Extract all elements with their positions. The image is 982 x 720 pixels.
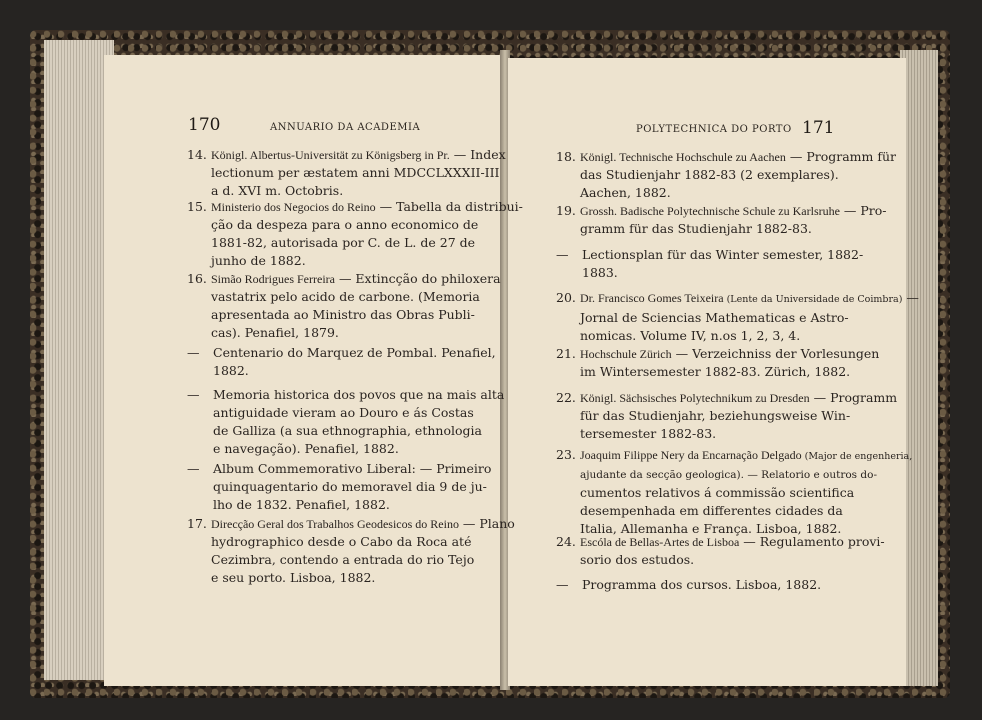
page-number-left: 170 <box>188 115 221 135</box>
catalog-entry <box>556 345 879 381</box>
entry-text: das Studienjahr 1882-83 (2 exemplares). <box>580 167 839 182</box>
entry-text: — Pro- <box>839 203 887 218</box>
entry-organization: Hochschule Zürich <box>580 347 672 361</box>
entry-organization: Königl. Albertus-Universität zu Königsberg in Pr. <box>211 148 450 162</box>
entry-text: ajudante da secção geologica). — Relatorio e outros do- <box>580 469 877 481</box>
catalog-entry <box>556 202 887 238</box>
entry-organization: Direcção Geral dos Trabalhos Geodesicos do Reino <box>211 517 459 531</box>
entry-organization: Joaquim Filippe Nery da Encarnação Delgado <box>580 448 802 462</box>
catalog-entry <box>556 533 885 569</box>
entry-text: — Extincção do philoxera <box>334 271 501 286</box>
catalog-entry <box>187 198 523 270</box>
entry-text: Cezimbra, contendo a entrada do rio Tejo <box>211 552 475 567</box>
entry-organization: Dr. Francisco Gomes Teixeira <box>580 291 724 305</box>
entry-text: Memoria historica dos povos que na mais alta <box>213 387 505 402</box>
entry-number: 15. <box>187 199 207 214</box>
entry-text: lectionum per æstatem anni MDCCLXXXII-III <box>211 165 500 180</box>
entry-text: Aachen, 1882. <box>580 185 671 200</box>
catalog-entry <box>556 148 896 202</box>
entry-text: — Programm für <box>785 149 896 164</box>
entry-number: 14. <box>187 147 207 162</box>
entry-organization: Grossh. Badische Polytechnische Schule zu Karlsruhe <box>580 204 840 218</box>
catalog-entry <box>556 246 863 282</box>
entry-number: — <box>187 387 200 402</box>
entry-text: — <box>902 290 919 305</box>
catalog-entry <box>556 289 919 345</box>
entry-text: junho de 1882. <box>211 253 306 268</box>
entry-text: für das Studienjahr, beziehungsweise Win- <box>580 408 851 423</box>
running-head-right: POLYTECHNICA DO PORTO <box>636 124 792 135</box>
entry-number: 24. <box>556 534 576 549</box>
entry-text: — Regulamento provi- <box>739 534 885 549</box>
entry-text: antiguidade vieram ao Douro e ás Costas <box>213 405 474 420</box>
entry-text: e navegação). Penafiel, 1882. <box>213 441 399 456</box>
entry-text: — Programm <box>809 390 898 405</box>
catalog-entry <box>556 389 897 443</box>
entry-text: ção da despeza para o anno economico de <box>211 217 479 232</box>
entry-number: — <box>187 461 200 476</box>
entry-text: — Verzeichniss der Vorlesungen <box>671 346 880 361</box>
entry-text: desempenhada em differentes cidades da <box>580 503 843 518</box>
entry-number: 23. <box>556 447 576 462</box>
catalog-entry <box>187 146 506 200</box>
entry-text: Centenario do Marquez de Pombal. Penafiel, <box>213 345 496 360</box>
entry-text: Programma dos cursos. Lisboa, 1882. <box>582 577 822 592</box>
entry-organization: Königl. Technische Hochschule zu Aachen <box>580 150 786 164</box>
entry-text: Italia, Allemanha e França. Lisboa, 1882. <box>580 521 842 536</box>
entry-text: vastatrix pelo acido de carbone. (Memoria <box>211 289 480 304</box>
entry-number: 20. <box>556 290 576 305</box>
entry-text: tersemester 1882-83. <box>580 426 717 441</box>
entry-text: de Galliza (a sua ethnographia, ethnologia <box>213 423 482 438</box>
entry-organization: Simão Rodrigues Ferreira <box>211 272 335 286</box>
catalog-entry <box>187 270 501 342</box>
entry-number: 18. <box>556 149 576 164</box>
entry-note: (Lente da Universidade de Coimbra) <box>723 294 903 305</box>
running-head-left: ANNUARIO DA ACADEMIA <box>270 122 421 133</box>
entry-number: — <box>556 577 569 592</box>
entry-text: — Index <box>449 147 506 162</box>
catalog-entry <box>556 576 821 594</box>
catalog-entry <box>187 460 491 514</box>
entry-text: quinquagentario do memoravel dia 9 de ju- <box>213 479 487 494</box>
entry-number: — <box>556 247 569 262</box>
entry-text: 1883. <box>582 265 618 280</box>
entry-text: cas). Penafiel, 1879. <box>211 325 339 340</box>
page-number-right: 171 <box>802 118 835 138</box>
entry-text: Lectionsplan für das Winter semester, 1882- <box>582 247 864 262</box>
entry-text: Album Commemorativo Liberal: — Primeiro <box>213 461 492 476</box>
entry-text: sorio dos estudos. <box>580 552 695 567</box>
entry-number: 21. <box>556 346 576 361</box>
entry-number: 16. <box>187 271 207 286</box>
entry-text: e seu porto. Lisboa, 1882. <box>211 570 376 585</box>
entry-organization: Ministerio dos Negocios do Reino <box>211 200 376 214</box>
entry-number: 19. <box>556 203 576 218</box>
entry-text: 1882. <box>213 363 249 378</box>
catalog-entry <box>187 386 504 458</box>
entry-text: Jornal de Sciencias Mathematicas e Astro- <box>580 310 849 325</box>
entry-text: lho de 1832. Penafiel, 1882. <box>213 497 390 512</box>
entry-text: 1881-82, autorisada por C. de L. de 27 de <box>211 235 476 250</box>
entry-text: gramm für das Studienjahr 1882-83. <box>580 221 812 236</box>
entry-text: — Tabella da distribui- <box>375 199 523 214</box>
entry-text: apresentada ao Ministro das Obras Publi- <box>211 307 475 322</box>
entry-text: — Plano <box>458 516 515 531</box>
entry-number: — <box>187 345 200 360</box>
entry-text: nomicas. Volume IV, n.os 1, 2, 3, 4. <box>580 328 801 343</box>
catalog-entry <box>187 515 515 587</box>
entry-text: im Wintersemester 1882-83. Zürich, 1882. <box>580 364 851 379</box>
entry-text: cumentos relativos á commissão scientifica <box>580 485 855 500</box>
catalog-entry <box>187 344 496 380</box>
entry-organization: Escóla de Bellas-Artes de Lisboa <box>580 535 740 549</box>
catalog-entry <box>556 446 912 538</box>
entry-text: a d. XVI m. Octobris. <box>211 183 344 198</box>
entry-number: 17. <box>187 516 207 531</box>
entry-note: (Major de engenheria, <box>801 451 913 462</box>
entry-organization: Königl. Sächsisches Polytechnikum zu Dresden <box>580 391 810 405</box>
entry-number: 22. <box>556 390 576 405</box>
entry-text: hydrographico desde o Cabo da Roca até <box>211 534 472 549</box>
